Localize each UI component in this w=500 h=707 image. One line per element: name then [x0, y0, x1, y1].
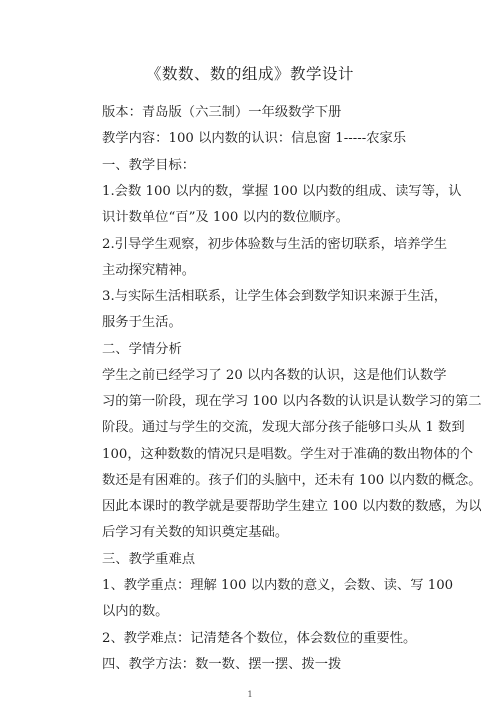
document-title: 《数数、数的组成》教学设计 — [145, 65, 354, 83]
paragraph-line: 3.与实际生活相联系，让学生体会到数学知识来源于生活， — [102, 289, 448, 304]
paragraph-line: 因此本课时的教学就是要帮助学生建立 100 以内数的数感，为以 — [102, 499, 482, 514]
paragraph-line: 以内的数。 — [102, 604, 169, 619]
section-heading-objectives: 一、教学目标： — [102, 158, 196, 173]
paragraph-line: 阶段。通过与学生的交流，发现大部分孩子能够口头从 1 数到 — [102, 420, 465, 435]
paragraph-line: 2.引导学生观察，初步体验数与生活的密切联系，培养学生 — [102, 237, 448, 252]
paragraph-line: 主动探究精神。 — [102, 263, 196, 278]
version-line: 版本：青岛版（六三制）一年级数学下册 — [102, 105, 342, 120]
paragraph-line: 后学习有关数的知识奠定基础。 — [102, 525, 289, 540]
paragraph-line: 数还是有困难的。孩子们的头脑中，还未有 100 以内数的概念。 — [102, 473, 482, 488]
paragraph-line: 服务于生活。 — [102, 315, 182, 330]
page-number: 1 — [247, 690, 253, 699]
paragraph-line: 1.会数 100 以内的数，掌握 100 以内数的组成、读写等，认 — [102, 184, 462, 199]
paragraph-line: 2、教学难点：记清楚各个数位，体会数位的重要性。 — [102, 631, 417, 646]
section-heading-methods: 四、教学方法：数一数、摆一摆、拨一拨 — [102, 657, 342, 672]
paragraph-line: 习的第一阶段，现在学习 100 以内各数的认识是认数学习的第二 — [102, 394, 482, 409]
content-line: 教学内容：100 以内数的认识：信息窗 1-----农家乐 — [102, 131, 407, 146]
paragraph-line: 识计数单位“百”及 100 以内的数位顺序。 — [102, 210, 349, 225]
paragraph-line: 学生之前已经学习了 20 以内各数的认识，这是他们认数学 — [102, 368, 447, 383]
section-heading-analysis: 二、学情分析 — [102, 342, 182, 357]
section-heading-key-points: 三、教学重难点 — [102, 552, 196, 567]
paragraph-line: 100，这种数数的情况只是唱数。学生对于准确的数出物体的个 — [102, 447, 474, 462]
paragraph-line: 1、教学重点：理解 100 以内数的意义，会数、读、写 100 — [102, 578, 454, 593]
